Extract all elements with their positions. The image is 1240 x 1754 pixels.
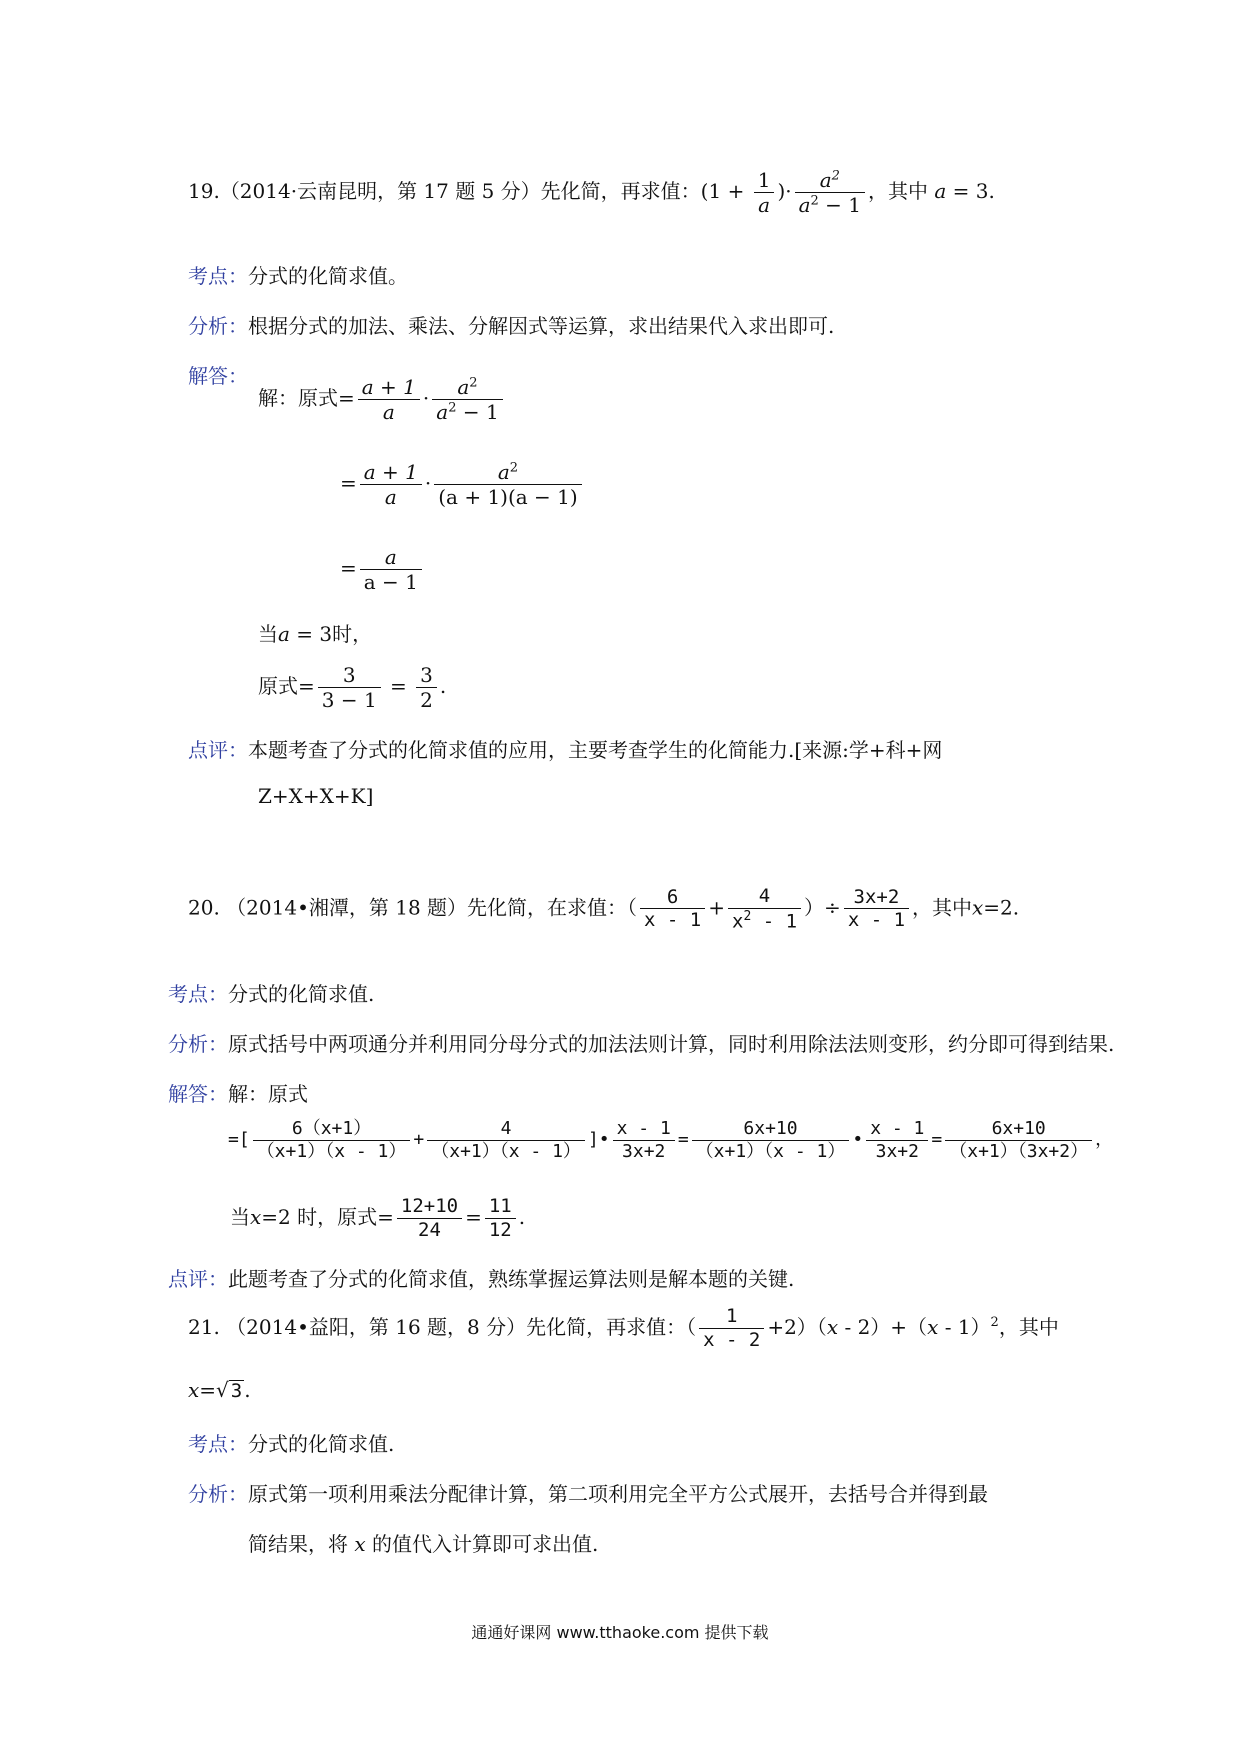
q19-source: （2014·云南昆明，第 17 题 5 分） — [219, 179, 541, 203]
q19-kaodian-text: 分式的化简求值。 — [248, 264, 408, 288]
q19-dianping — [188, 734, 942, 763]
q19-sol-step3: = $\frac{a}{a - 1}$ — [340, 545, 425, 594]
q19-sol-step2: = $\frac{a + 1}{a}$ · $\frac{a^2}{(a + 1)(a - 1)}$ — [340, 460, 585, 509]
q19-dianping-text: 本题考查了分式的化简求值的应用，主要考查学生的化简能力.[来源:学+科+网 — [248, 738, 943, 762]
q21-kaodian: 考点：分式的化简求值. — [188, 1432, 395, 1456]
q19-title: 19.（2014·云南昆明，第 17 题 5 分）先化简，再求值：(1 + $\frac{1}{a}$ )· $\frac{a^2}{a^2 - 1}$ ，其中 a = 3. — [188, 168, 995, 217]
q19-fenxi — [188, 310, 834, 339]
q20-source: （2014•湘潭，第 18 题）先化简，在求值：（ — [226, 895, 638, 920]
q19-dianping-cont: Z+X+X+K] — [258, 784, 374, 808]
q19-condition: ，其中 — [868, 179, 929, 203]
q20-kaodian: 考点：分式的化简求值. — [168, 982, 375, 1006]
q19-dianping-label: 点评： — [188, 738, 248, 762]
q20-when: 当x=2 时，原式= $\frac{12+10}{24}$ = $\frac{11}{12}$ . — [230, 1195, 526, 1241]
q20-jieda: 解答：解：原式 — [168, 1082, 308, 1106]
q20-sol-line: =[ $\frac{6(x+1)}{(x+1)(x - 1)}$ + $\frac{4}{(x+1)(x - 1)}$ ]• $\frac{x - 1}{3x+2}$ = $\frac{6x+10}{(x+1)(x - 1)}$ • $\frac{x - 1}{3x+2}$ = $\frac{6x+10}{(x+1)(3x+2)}$ ， — [228, 1118, 1114, 1162]
q19-number: 19. — [188, 179, 220, 203]
q20-dianping: 点评：此题考查了分式的化简求值，熟练掌握运算法则是解本题的关键. — [168, 1267, 795, 1291]
q20-title: 20. （2014•湘潭，第 18 题）先化简，在求值：（ $\frac{6}{x - 1}$ + $\frac{4}{x^2 - 1}$ ）÷ $\frac{3x+2}{x - 1}$ ，其中x=2. — [188, 885, 1020, 933]
q19-prompt: 先化简，再求值： — [540, 179, 701, 203]
q21-source: （2014•益阳，第 16 题，8 分）先化简，再求值：（ — [226, 1314, 697, 1339]
q20-fenxi: 分析：原式括号中两项通分并利用同分母分式的加法法则计算，同时利用除法法则变形，约分即可得到结果. — [168, 1032, 1115, 1056]
q21-number: 21. — [188, 1314, 220, 1339]
q19-sol-step1: 解：原式= $\frac{a + 1}{a}$ · $\frac{a^2}{a^2 - 1}$ — [258, 375, 506, 424]
q19-one: 1 — [708, 179, 722, 203]
q19-fenxi-text: 根据分式的加法、乘法、分解因式等运算，求出结果代入求出即可. — [248, 314, 835, 338]
q21-fenxi-cont: 简结果，将 x 的值代入计算即可求出值. — [248, 1532, 599, 1556]
q19-frac-a2: $\frac{a^2}{a^2 - 1}$ — [795, 168, 865, 217]
q20-number: 20. — [188, 895, 220, 920]
q19-fenxi-label: 分析： — [188, 314, 248, 338]
q19-kaodian-label: 考点： — [188, 264, 248, 288]
q19-when: 当a = 3时， — [258, 622, 373, 646]
page-footer: 通通好课网 www.tthaoke.com 提供下载 — [471, 1623, 769, 1642]
q21-title: 21. （2014•益阳，第 16 题，8 分）先化简，再求值：（ $\frac{1}{x - 2}$ +2）（x - 2）+（x - 1）$^2$，其中 — [188, 1305, 1059, 1351]
q21-condition: x=√ 3 . — [188, 1378, 251, 1402]
q19-plus: + — [721, 179, 751, 203]
q19-jieda-label: 解答： — [188, 364, 248, 388]
q19-kaodian — [188, 260, 408, 289]
q21-fenxi: 分析：原式第一项利用乘法分配律计算，第二项利用完全平方公式展开，去括号合并得到最 — [188, 1482, 988, 1506]
q19-frac-1-over-a: $\frac{1}{a}$ — [754, 168, 775, 217]
q19-result: 原式= $\frac{3}{3 - 1}$ = $\frac{3}{2}$ . — [258, 663, 447, 712]
